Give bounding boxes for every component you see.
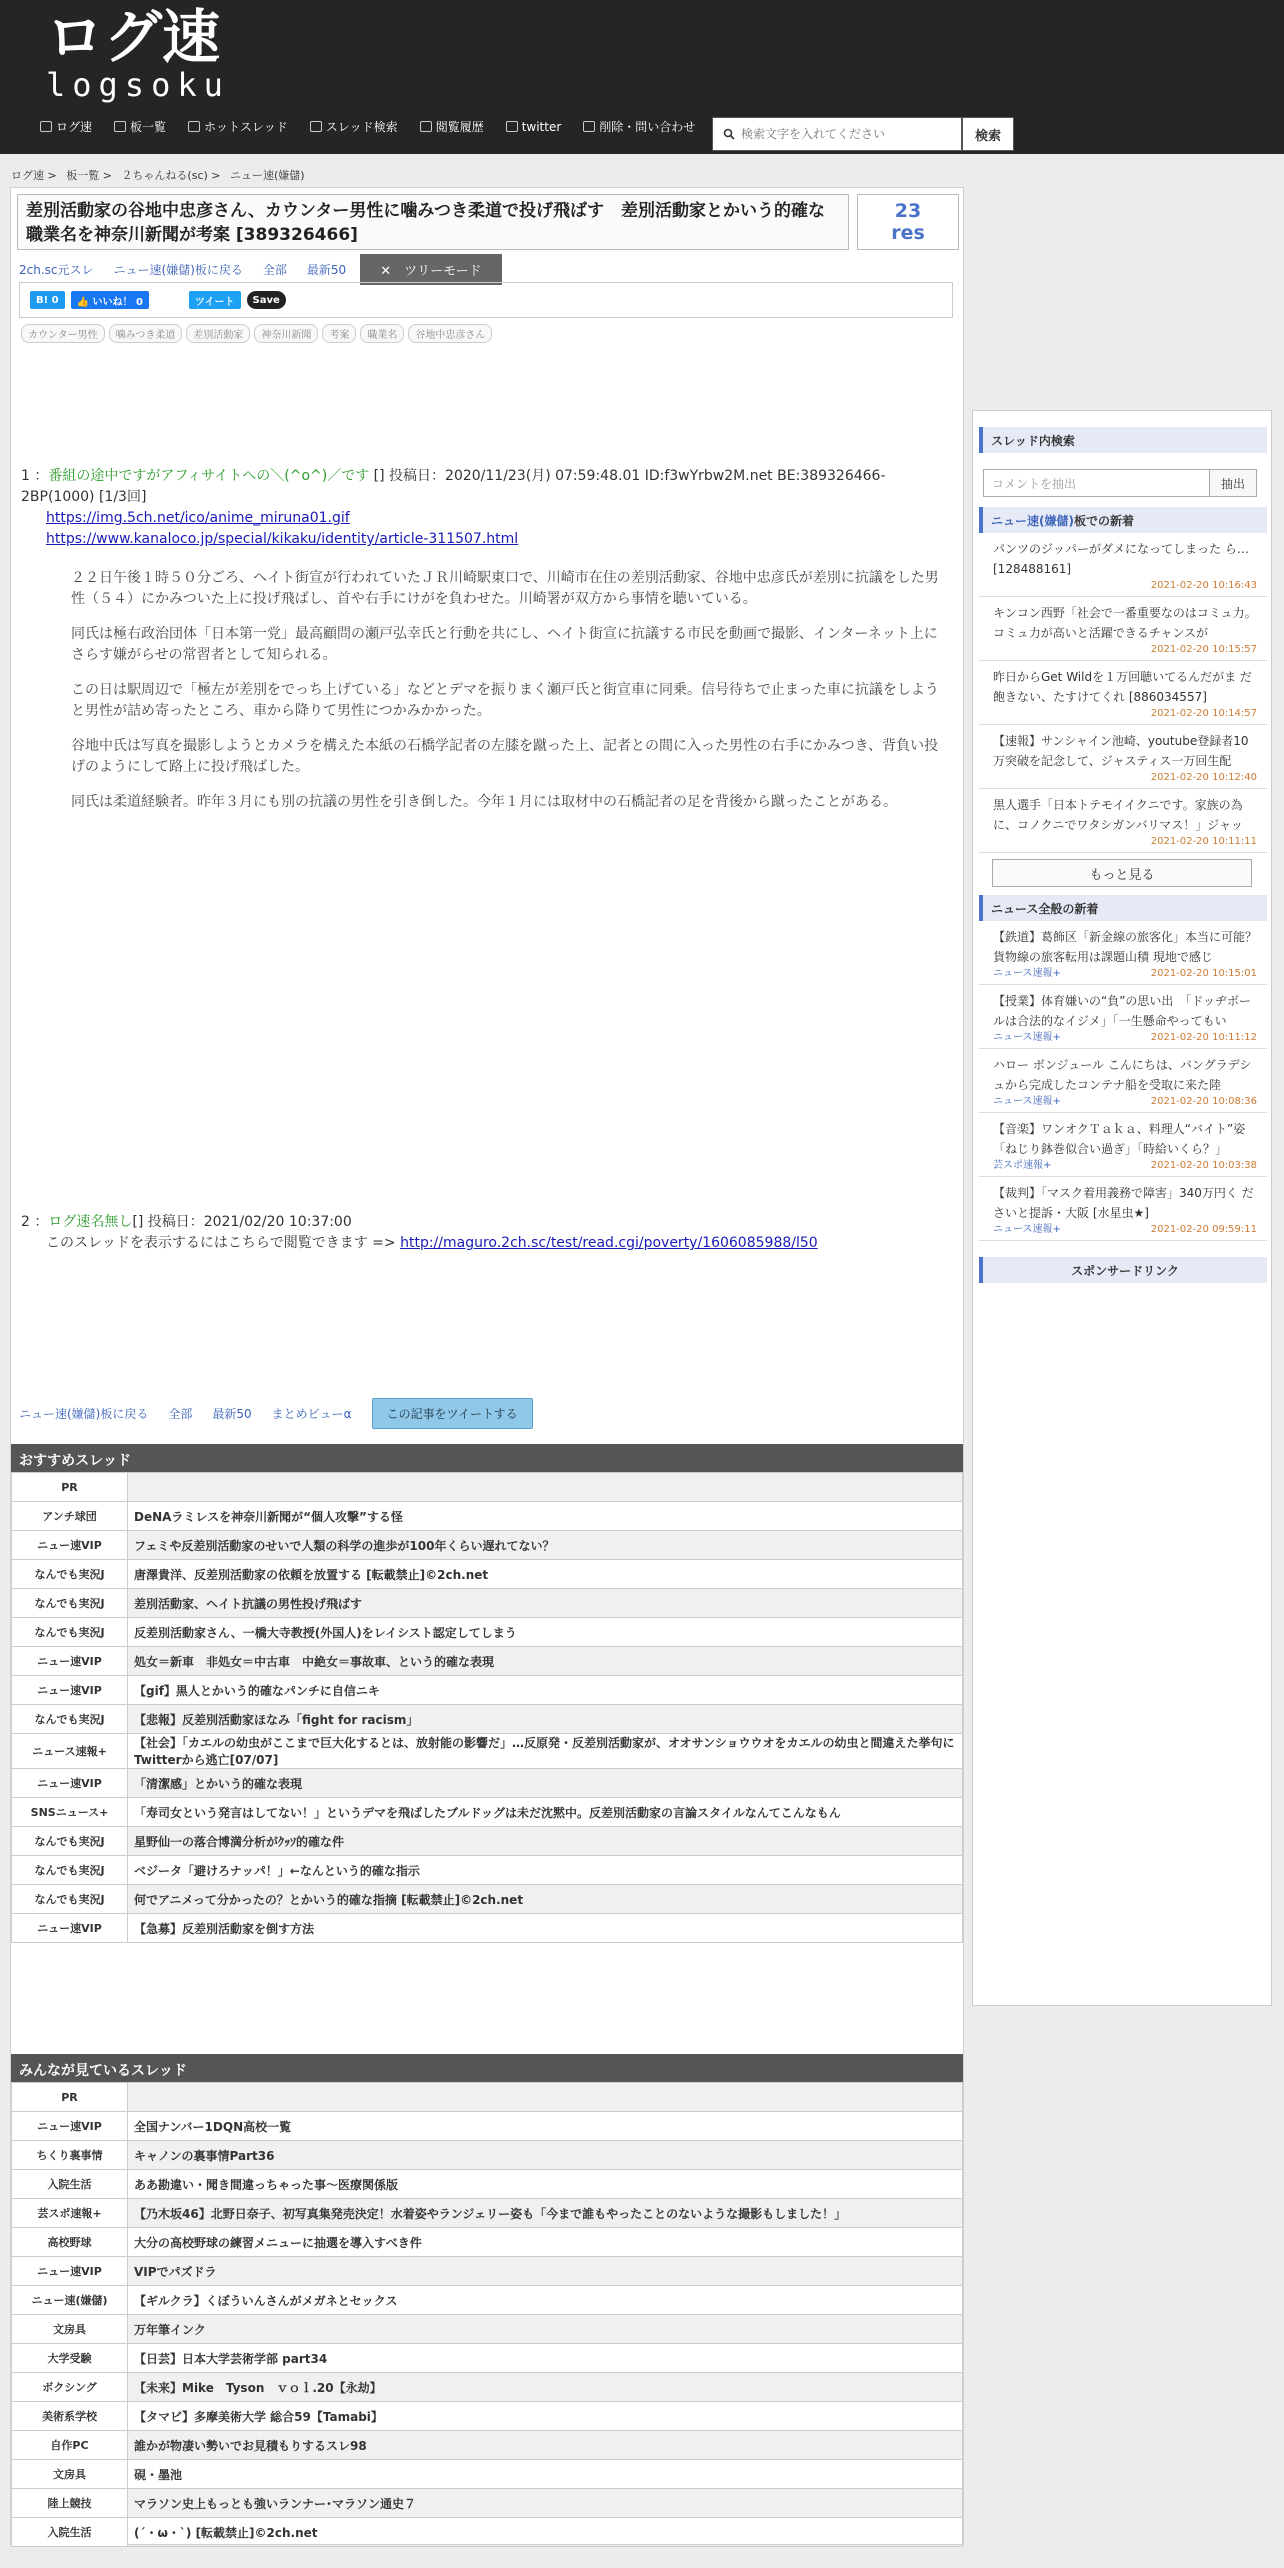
table-row[interactable] bbox=[12, 2170, 963, 2199]
thread-title-link[interactable]: (´・ω・`) [転載禁止]©2ch.net bbox=[128, 2518, 963, 2547]
nav-item[interactable] bbox=[40, 118, 92, 135]
nav-item[interactable] bbox=[310, 118, 398, 135]
search-icon bbox=[723, 128, 735, 140]
thread-content bbox=[10, 187, 964, 2545]
breadcrumb bbox=[11, 167, 311, 183]
board-link[interactable]: ニュー速(嫌儲) bbox=[991, 514, 1074, 528]
table-row[interactable] bbox=[12, 1914, 963, 1943]
tweet-article-button[interactable]: この記事をツイートする bbox=[372, 1398, 533, 1429]
thread-title-link[interactable]: キャノンの裏事情Part36 bbox=[128, 2141, 963, 2170]
board-name: ニュー速VIP bbox=[12, 2112, 128, 2141]
thread-title-link[interactable]: 【gif】黒人とかいう的確なパンチに自信ニキ bbox=[128, 1676, 963, 1705]
item-time: 2021-02-20 10:12:40 bbox=[1150, 772, 1257, 783]
post-number: 1 ： bbox=[21, 468, 49, 484]
table-row[interactable] bbox=[12, 2373, 963, 2402]
pinterest-save-button[interactable]: Save bbox=[247, 291, 286, 309]
thread-title-link[interactable]: VIPでパズドラ bbox=[128, 2257, 963, 2286]
news-new-list bbox=[973, 921, 1271, 1241]
source-read-link[interactable]: http://maguro.2ch.sc/test/read.cgi/poverty/1606085988/l50 bbox=[400, 1235, 818, 1251]
nav-item-label: twitter bbox=[521, 119, 562, 134]
search-button[interactable]: 検索 bbox=[962, 117, 1014, 151]
item-title[interactable]: 【音楽】ワンオクＴａｋａ、料理人“バイト”姿 「ねじり鉢巻似合い過ぎ」「時給いくら？」 bbox=[993, 1122, 1246, 1156]
board-new-item[interactable] bbox=[979, 533, 1267, 597]
thread-title-link[interactable]: 【日芸】日本大学芸術学部 part34 bbox=[128, 2344, 963, 2373]
share-bar bbox=[19, 282, 953, 318]
tweet-button[interactable]: ツイート bbox=[189, 291, 241, 309]
item-time: 2021-02-20 10:11:11 bbox=[1150, 836, 1257, 847]
item-source[interactable]: ニュース速報+ bbox=[993, 1032, 1061, 1043]
news-new-item[interactable] bbox=[979, 1113, 1267, 1177]
thread-title-link[interactable]: 大分の高校野球の練習メニューに抽選を導入すべき件 bbox=[128, 2228, 963, 2257]
thread-title-link[interactable]: マラソン史上もっとも強いランナー･マラソン通史７ bbox=[128, 2489, 963, 2518]
search-input[interactable] bbox=[741, 127, 956, 141]
post-meta: [] 投稿日：2021/02/20 10:37:00 bbox=[132, 1214, 352, 1230]
history-icon bbox=[420, 121, 432, 132]
item-title[interactable]: 【授業】体育嫌いの“負”の思い出 「ドッヂボールは合法的なイジメ」「一生懸命やってもい bbox=[993, 994, 1251, 1028]
sidebar bbox=[972, 410, 1272, 2006]
board-name: PR bbox=[12, 1473, 128, 1502]
board-name: ニュー速VIP bbox=[12, 1914, 128, 1943]
nav-item[interactable] bbox=[188, 118, 288, 135]
nav-item-label: 削除・問い合わせ bbox=[599, 120, 696, 134]
tag[interactable]: 差別活動家 bbox=[186, 324, 250, 343]
news-new-heading: ニュース全般の新着 bbox=[979, 895, 1267, 921]
comment-filter-input[interactable]: コメントを抽出 bbox=[983, 469, 1211, 497]
table-row[interactable] bbox=[12, 2315, 963, 2344]
breadcrumb-item[interactable]: ニュー速(嫌儲) bbox=[230, 169, 305, 182]
post-link[interactable]: https://img.5ch.net/ico/anime_miruna01.gif bbox=[46, 510, 350, 526]
nav-item-label: 閲覧履歴 bbox=[435, 120, 484, 134]
board-new-heading bbox=[979, 507, 1267, 533]
table-row[interactable] bbox=[12, 2431, 963, 2460]
post-paragraph: 同氏は極右政治団体「日本第一党」最高顧問の瀬戸弘幸氏と行動を共にし、ヘイト街宣に抗議する市民を動画で撮影、インターネット上にさらす嫌がらせの常習者として知られる。 bbox=[71, 626, 938, 663]
thread-title-link[interactable]: 誰かが物凄い勢いでお見積もりするスレ98 bbox=[128, 2431, 963, 2460]
show-all-link[interactable]: 全部 bbox=[168, 1407, 193, 1421]
post-link[interactable]: https://www.kanaloco.jp/special/kikaku/identity/article-311507.html bbox=[46, 531, 519, 547]
nav-item[interactable] bbox=[506, 120, 562, 134]
back-to-board-link[interactable]: ニュー速(嫌儲)板に戻る bbox=[19, 1407, 149, 1421]
thread-title-link[interactable]: 硯・墨池 bbox=[128, 2460, 963, 2489]
nav-item[interactable] bbox=[583, 118, 695, 135]
board-name: ニュー速VIP bbox=[12, 1676, 128, 1705]
search-box bbox=[712, 117, 962, 151]
table-row[interactable] bbox=[12, 1618, 963, 1647]
source-thread-link[interactable]: 2ch.sc元スレ bbox=[19, 263, 94, 277]
table-row[interactable] bbox=[12, 1827, 963, 1856]
thread-title-link[interactable]: 「清潔感」とかいう的確な表現 bbox=[128, 1769, 963, 1798]
item-time: 2021-02-20 09:59:11 bbox=[1150, 1224, 1257, 1235]
table-row[interactable] bbox=[12, 2489, 963, 2518]
item-title[interactable]: キンコン西野「社会で一番重要なのはコミュ力。コミュ力が高いと活躍できるチャンスが bbox=[993, 606, 1257, 640]
comment-filter-button[interactable]: 抽出 bbox=[1209, 469, 1257, 497]
item-title[interactable]: 【速報】サンシャイン池崎、youtube登録者10 万突破を記念して、ジャスティス一万回生配 bbox=[993, 734, 1249, 768]
board-name: PR bbox=[12, 2083, 128, 2112]
breadcrumb-item[interactable]: ログ速 > bbox=[11, 169, 57, 182]
board-name: なんでも実況J bbox=[12, 1589, 128, 1618]
item-title[interactable]: 昨日からGet Wildを１万回聴いてるんだがま だ飽きない、たすけてくれ [886034557] bbox=[993, 670, 1252, 704]
item-source[interactable]: ニュース速報+ bbox=[993, 1096, 1061, 1107]
popular-table bbox=[11, 2082, 963, 2547]
recommended-table bbox=[11, 1472, 963, 1943]
thread-title-link[interactable]: 「寿司女という発言はしてない！」というデマを飛ばしたブルドッグは未だ沈黙中。反差別活動家の言論スタイルなんてこんなもん bbox=[128, 1798, 963, 1827]
fire-icon bbox=[188, 121, 200, 132]
thread-title-link[interactable]: 何でアニメって分かったの？とかいう的確な指摘 [転載禁止]©2ch.net bbox=[128, 1885, 963, 1914]
thread-title-link[interactable]: 【未来】Mike Tyson ｖｏｌ.20【永劫】 bbox=[128, 2373, 963, 2402]
board-name: アンチ球団 bbox=[12, 1502, 128, 1531]
res-count-label: res bbox=[891, 222, 925, 244]
list-icon bbox=[114, 121, 126, 132]
thread-title-link[interactable]: 星野仙一の落合博満分析がｸｯｿ的確な件 bbox=[128, 1827, 963, 1856]
board-name: ニュース速報+ bbox=[12, 1734, 128, 1769]
thread-title-link[interactable]: 反差別活動家さん、一橋大寺教授(外国人)をレイシスト認定してしまう bbox=[128, 1618, 963, 1647]
board-name: ボクシング bbox=[12, 2373, 128, 2402]
nav-item-label: スレッド検索 bbox=[325, 120, 398, 134]
item-meta bbox=[993, 1095, 1257, 1108]
thread-title-link[interactable]: フェミや反差別活動家のせいで人類の科学の進歩が100年くらい遅れてない？ bbox=[128, 1531, 963, 1560]
news-new-item[interactable] bbox=[979, 1177, 1267, 1241]
board-new-item[interactable] bbox=[979, 725, 1267, 789]
table-row[interactable] bbox=[12, 1769, 963, 1798]
thread-title-link[interactable]: 【社会】「カエルの幼虫がここまで巨大化するとは、放射能の影響だ」…反原発・反差別活動家が、オオサンショウウオをカエルの幼虫と間違えた挙句にTwitterから逃亡[07/07] bbox=[128, 1734, 963, 1769]
tag-list bbox=[21, 324, 496, 343]
item-title[interactable]: パンツのジッパーがダメになってしまった ら… [128488161] bbox=[993, 542, 1249, 576]
thread-title-link[interactable]: 【ギルクラ】くぼういんさんがメガネとセックス bbox=[128, 2286, 963, 2315]
item-time: 2021-02-20 10:15:01 bbox=[1150, 968, 1257, 979]
thread-title-link[interactable]: 【タマビ】多摩美術大学 総合59【Tamabi】 bbox=[128, 2402, 963, 2431]
board-name: ニュー速VIP bbox=[12, 2257, 128, 2286]
tree-mode-button[interactable]: ✕ ツリーモード bbox=[360, 254, 501, 285]
poster-name: ログ速名無し bbox=[48, 1214, 133, 1230]
board-new-item[interactable] bbox=[979, 661, 1267, 725]
board-name: なんでも実況J bbox=[12, 1885, 128, 1914]
board-name: 自作PC bbox=[12, 2431, 128, 2460]
tag[interactable]: 谷地中忠彦さん bbox=[408, 324, 492, 343]
table-row[interactable] bbox=[12, 2460, 963, 2489]
nav-item-label: ログ速 bbox=[56, 120, 93, 134]
board-new-list bbox=[973, 533, 1271, 853]
board-new-item[interactable] bbox=[979, 789, 1267, 853]
thread-links-bottom bbox=[19, 1398, 533, 1429]
post-paragraph: この日は駅周辺で「極左が差別をでっち上げている」などとデマを振りまく瀬戸氏と街宣車に同乗。信号待ちで止まった車に抗議をしようと男性が詰め寄ったところ、車から降りて男性につかみかかった。 bbox=[71, 682, 939, 719]
thread-title-link[interactable]: 【急募】反差別活動家を倒す方法 bbox=[128, 1914, 963, 1943]
board-name: なんでも実況J bbox=[12, 1705, 128, 1734]
board-name: 高校野球 bbox=[12, 2228, 128, 2257]
post-paragraph: ２２日午後１時５０分ごろ、ヘイト街宣が行われていたＪＲ川崎駅東口で、川崎市在住の差別活動家、谷地中忠彦氏が差別に抗議をした男性（５４）にかみついた上に投げ飛ばし、首や右手にけがを負わせた。川崎署が双方から事情を聴いている。 bbox=[71, 570, 939, 607]
table-row[interactable] bbox=[12, 2344, 963, 2373]
table-row[interactable] bbox=[12, 2228, 963, 2257]
sponsor-heading: スポンサードリンク bbox=[979, 1257, 1267, 1283]
table-row[interactable] bbox=[12, 2257, 963, 2286]
item-meta bbox=[993, 1223, 1257, 1236]
twitter-icon bbox=[506, 121, 518, 132]
show-all-link[interactable]: 全部 bbox=[262, 263, 287, 277]
post-meta: [] 投稿日：2020/11/23(月) 07:59:48.01 ID:f3wYrbw2M.net BE:389326466-2BP(1000) [1/3回] bbox=[21, 468, 886, 505]
post-text: このスレッドを表示するにはこちらで閲覧できます => bbox=[46, 1235, 401, 1251]
post-1 bbox=[21, 466, 951, 813]
tag[interactable]: 噛みつき柔道 bbox=[109, 324, 183, 343]
item-title[interactable]: 【鉄道】葛飾区「新金線の旅客化」本当に可能？ 貨物線の旅客転用は課題山積 現地で感じ bbox=[993, 930, 1258, 964]
breadcrumb-item[interactable]: ２ちゃんねる(sc) > bbox=[121, 169, 221, 182]
item-time: 2021-02-20 10:11:12 bbox=[1150, 1032, 1257, 1043]
board-name: 文房具 bbox=[12, 2460, 128, 2489]
news-new-item[interactable] bbox=[979, 985, 1267, 1049]
board-new-item[interactable] bbox=[979, 597, 1267, 661]
tag[interactable]: 考案 bbox=[322, 324, 356, 343]
search-icon bbox=[310, 121, 322, 132]
thread-links-top bbox=[19, 254, 502, 285]
table-row[interactable] bbox=[12, 1647, 963, 1676]
board-name: ニュー速VIP bbox=[12, 1531, 128, 1560]
board-name: なんでも実況J bbox=[12, 1827, 128, 1856]
item-source[interactable]: ニュース速報+ bbox=[993, 968, 1061, 979]
thread-title-link[interactable]: 全国ナンバー1DQN高校一覧 bbox=[128, 2112, 963, 2141]
board-name: ニュー速VIP bbox=[12, 1769, 128, 1798]
thread-title-link[interactable]: 唐澤貴洋、反差別活動家の依頼を放置する [転載禁止]©2ch.net bbox=[128, 1560, 963, 1589]
news-new-item[interactable] bbox=[979, 1049, 1267, 1113]
item-time: 2021-02-20 10:08:36 bbox=[1150, 1096, 1257, 1107]
facebook-like-button[interactable]: 👍 いいね！ 0 bbox=[71, 291, 149, 309]
home-icon bbox=[40, 121, 52, 132]
table-row[interactable] bbox=[12, 2141, 963, 2170]
thread-title-link[interactable]: 【悲報】反差別活動家ほなみ「fight for racism」 bbox=[128, 1705, 963, 1734]
table-row[interactable] bbox=[12, 2518, 963, 2547]
site-header bbox=[0, 0, 1284, 154]
summary-view-link[interactable]: まとめビューα bbox=[271, 1407, 352, 1421]
site-logo-latin[interactable]: logsoku bbox=[46, 66, 230, 104]
item-title[interactable]: 【裁判】「マスク着用義務で障害」340万円く ださいと提訴・大阪 [水星虫★] bbox=[993, 1186, 1254, 1220]
thread-title-link[interactable] bbox=[128, 1473, 963, 1502]
board-name: 入院生活 bbox=[12, 2518, 128, 2547]
post-paragraph: 谷地中氏は写真を撮影しようとカメラを構えた本紙の石橋学記者の左膝を蹴った上、記者との間に入った男性の右手にかみつき、背負い投げのようにして路上に投げ飛ばした。 bbox=[71, 738, 939, 775]
table-row[interactable] bbox=[12, 2199, 963, 2228]
item-meta bbox=[993, 1031, 1257, 1044]
res-count-value: 23 bbox=[894, 200, 922, 222]
main-nav bbox=[40, 118, 717, 135]
table-row[interactable] bbox=[12, 1473, 963, 1502]
board-name: なんでも実況J bbox=[12, 1560, 128, 1589]
mail-icon bbox=[583, 121, 595, 132]
post-2 bbox=[21, 1212, 951, 1254]
board-name: 芸スポ速報+ bbox=[12, 2199, 128, 2228]
table-row[interactable] bbox=[12, 1885, 963, 1914]
recommended-heading: おすすめスレッド bbox=[11, 1444, 963, 1472]
poster-name: 番組の途中ですがアフィサイトへの＼(^o^)／です bbox=[48, 468, 370, 484]
table-row[interactable] bbox=[12, 2083, 963, 2112]
table-row[interactable] bbox=[12, 2112, 963, 2141]
thread-title-link[interactable]: DeNAラミレスを神奈川新聞が“個人攻撃”する怪 bbox=[128, 1502, 963, 1531]
thread-title-link[interactable] bbox=[128, 2083, 963, 2112]
more-button[interactable]: もっと見る bbox=[992, 859, 1252, 887]
nav-item[interactable] bbox=[420, 118, 484, 135]
news-new-item[interactable] bbox=[979, 921, 1267, 985]
hatena-bookmark-button[interactable]: B! 0 bbox=[30, 291, 65, 309]
item-title[interactable]: ハロー ボンジュール こんにちは、バングラデシュから完成したコンテナ船を受取に来た陸 bbox=[993, 1058, 1252, 1092]
tag[interactable]: 神奈川新聞 bbox=[254, 324, 318, 343]
table-row[interactable] bbox=[12, 1560, 963, 1589]
res-count bbox=[857, 194, 959, 250]
item-source[interactable]: ニュース速報+ bbox=[993, 1224, 1061, 1235]
board-name: SNSニュース+ bbox=[12, 1798, 128, 1827]
breadcrumb-item[interactable]: 板一覧 > bbox=[66, 169, 112, 182]
item-title[interactable]: 黒人選手「日本トテモイイクニです。家族の為 に、コノクニでワタシガンバリマス！」ジャッ bbox=[993, 798, 1243, 832]
nav-item[interactable] bbox=[114, 118, 166, 135]
thread-title-link[interactable]: 【乃木坂46】北野日奈子、初写真集発売決定！水着姿やランジェリー姿も「今まで誰もやったことのないような撮影もしました！」 bbox=[128, 2199, 963, 2228]
board-name: ニュー速(嫌儲) bbox=[12, 2286, 128, 2315]
latest-50-link[interactable]: 最新50 bbox=[306, 263, 347, 277]
table-row[interactable] bbox=[12, 1676, 963, 1705]
board-name: 入院生活 bbox=[12, 2170, 128, 2199]
popular-heading: みんなが見ているスレッド bbox=[11, 2054, 963, 2082]
board-name: なんでも実況J bbox=[12, 1856, 128, 1885]
item-time: 2021-02-20 10:14:57 bbox=[1150, 708, 1257, 719]
nav-item-label: ホットスレッド bbox=[204, 120, 288, 134]
post-number: 2 ： bbox=[21, 1214, 49, 1230]
item-meta bbox=[993, 967, 1257, 980]
post-paragraph: 同氏は柔道経験者。昨年３月にも別の抗議の男性を引き倒した。今年１月には取材中の石橋記者の足を背後から蹴ったことがある。 bbox=[71, 794, 897, 810]
table-row[interactable] bbox=[12, 1734, 963, 1769]
table-row[interactable] bbox=[12, 1798, 963, 1827]
table-row[interactable] bbox=[12, 1502, 963, 1531]
thread-title-link[interactable]: ああ勘違い・聞き間違っちゃった事～医療関係版 bbox=[128, 2170, 963, 2199]
thread-title-link[interactable]: ベジータ「避けろナッパ！」←なんという的確な指示 bbox=[128, 1856, 963, 1885]
board-name: ちくり裏事情 bbox=[12, 2141, 128, 2170]
item-time: 2021-02-20 10:03:38 bbox=[1150, 1160, 1257, 1171]
board-name: ニュー速VIP bbox=[12, 1647, 128, 1676]
tag[interactable]: 職業名 bbox=[360, 324, 404, 343]
table-row[interactable] bbox=[12, 1856, 963, 1885]
thread-title-link[interactable]: 処女＝新車 非処女＝中古車 中絶女＝事故車、という的確な表現 bbox=[128, 1647, 963, 1676]
board-name: 文房具 bbox=[12, 2315, 128, 2344]
nav-item-label: 板一覧 bbox=[130, 120, 167, 134]
board-name: なんでも実況J bbox=[12, 1618, 128, 1647]
board-name: 陸上競技 bbox=[12, 2489, 128, 2518]
thread-title-link[interactable]: 万年筆インク bbox=[128, 2315, 963, 2344]
board-name: 大学受験 bbox=[12, 2344, 128, 2373]
item-time: 2021-02-20 10:16:43 bbox=[1150, 580, 1257, 591]
back-to-board-link[interactable]: ニュー速(嫌儲)板に戻る bbox=[113, 263, 243, 277]
thread-title: 差別活動家の谷地中忠彦さん、カウンター男性に噛みつき柔道で投げ飛ばす 差別活動家とかいう的確な職業名を神奈川新聞が考案 [389326466] bbox=[17, 194, 849, 250]
table-row[interactable] bbox=[12, 2402, 963, 2431]
thread-search-heading: スレッド内検索 bbox=[979, 427, 1267, 453]
item-time: 2021-02-20 10:15:57 bbox=[1150, 644, 1257, 655]
table-row[interactable] bbox=[12, 2286, 963, 2315]
board-name: 美術系学校 bbox=[12, 2402, 128, 2431]
thread-title-link[interactable]: 差別活動家、ヘイト抗議の男性投げ飛ばす bbox=[128, 1589, 963, 1618]
board-new-suffix: 板での新着 bbox=[1073, 514, 1134, 528]
item-source[interactable]: 芸スポ速報+ bbox=[993, 1160, 1052, 1171]
site-logo[interactable]: ログ速 bbox=[46, 3, 221, 71]
table-row[interactable] bbox=[12, 1531, 963, 1560]
table-row[interactable] bbox=[12, 1705, 963, 1734]
tag[interactable]: カウンター男性 bbox=[21, 324, 105, 343]
item-meta bbox=[993, 1159, 1257, 1172]
table-row[interactable] bbox=[12, 1589, 963, 1618]
latest-50-link[interactable]: 最新50 bbox=[212, 1407, 252, 1421]
